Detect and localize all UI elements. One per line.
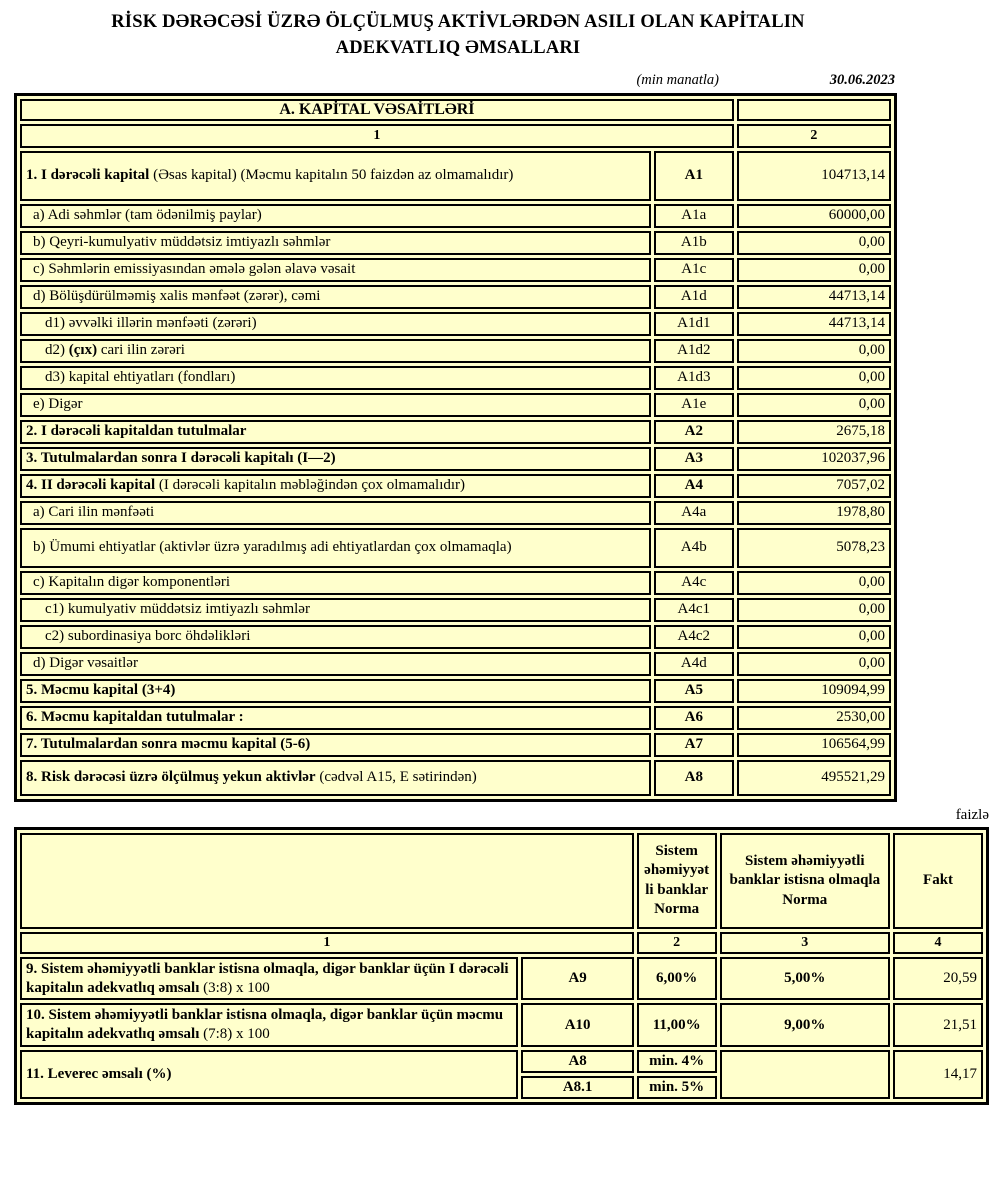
row-label [20, 204, 651, 228]
page-title [12, 10, 904, 62]
row-code: A4b [654, 528, 734, 568]
row-label [20, 393, 651, 417]
row-code: A4a [654, 501, 734, 525]
row-code: A6 [654, 706, 734, 730]
row-code: A1d3 [654, 366, 734, 390]
row-code: A4d [654, 652, 734, 676]
ratio-code: A10 [521, 1003, 633, 1047]
label-segment: c1) kumulyativ müddətsiz imtiyazlı səhmlər [45, 601, 310, 618]
row-code: A4c2 [654, 625, 734, 649]
label-segment: 4. II dərəcəli kapital [26, 477, 156, 494]
table-row [20, 420, 891, 444]
row-value: 0,00 [737, 231, 891, 255]
row-label [20, 598, 651, 622]
table-row [20, 447, 891, 471]
row-label [20, 231, 651, 255]
ratio-code: A9 [521, 957, 633, 1001]
row-label [20, 706, 651, 730]
row-value: 0,00 [737, 366, 891, 390]
row-code: A4 [654, 474, 734, 498]
row-label [20, 420, 651, 444]
row-label [20, 151, 651, 201]
unit-note: (min manatla) [636, 71, 719, 88]
norma-sistem-value: min. 5% [637, 1076, 717, 1099]
label-segment: 9. Sistem əhəmiyyətli banklar istisna olmaqla, digər banklar üçün I dərəcəli kapitalın adekvatlıq əmsalı [26, 960, 509, 996]
label-segment: c2) subordinasiya borc öhdəlikləri [45, 628, 251, 645]
row-value: 7057,02 [737, 474, 891, 498]
row-label [20, 312, 651, 336]
fakt-value: 21,51 [893, 1003, 983, 1047]
row-value: 44713,14 [737, 285, 891, 309]
row-label [20, 733, 651, 757]
table-row [20, 625, 891, 649]
label-segment: c) Səhmlərin emissiyasından əmələ gələn əlavə vəsait [33, 261, 356, 278]
row-value: 44713,14 [737, 312, 891, 336]
label-segment: (3:8) x 100 [203, 979, 270, 996]
ratio-label [20, 1003, 518, 1047]
table-row [20, 528, 891, 568]
row-label [20, 339, 651, 363]
table-row [20, 151, 891, 201]
label-segment: d1) əvvəlki illərin mənfəəti (zərəri) [45, 315, 257, 332]
row-value: 2530,00 [737, 706, 891, 730]
row-label [20, 258, 651, 282]
row-code: A4c1 [654, 598, 734, 622]
table-row [20, 474, 891, 498]
row-label [20, 447, 651, 471]
table-row [20, 733, 891, 757]
column-number: 2 [637, 932, 717, 954]
column-number: 2 [737, 124, 891, 148]
label-segment: b) Qeyri-kumulyativ müddətsiz imtiyazlı səhmlər [33, 234, 331, 251]
label-segment: (7:8) x 100 [203, 1026, 270, 1043]
table-row [20, 957, 983, 1001]
label-segment: e) Digər [33, 396, 83, 413]
row-code: A1b [654, 231, 734, 255]
label-segment: (cədvəl A15, E sətirindən) [315, 769, 477, 786]
fakt-value: 14,17 [893, 1050, 983, 1099]
row-code: A1c [654, 258, 734, 282]
label-segment: (I dərəcəli kapitalın məbləğindən çox olmamalıdır) [155, 477, 466, 494]
column-number: 3 [720, 932, 891, 954]
table-row [20, 366, 891, 390]
table-row [20, 285, 891, 309]
table-row [20, 598, 891, 622]
ratios-table [14, 827, 989, 1105]
row-value: 104713,14 [737, 151, 891, 201]
ratio-code: A8.1 [521, 1076, 633, 1099]
table-row [20, 501, 891, 525]
row-code: A2 [654, 420, 734, 444]
column-number: 1 [20, 124, 734, 148]
norma-istisna-header: Sistem əhəmiyyətli banklar istisna olmaqla Norma [720, 833, 891, 929]
label-segment: 3. Tutulmalardan sonra I dərəcəli kapitalı (I—2) [26, 450, 336, 467]
page-title-line2: ADEKVATLIQ ƏMSALLARI [335, 37, 581, 58]
table2-colnum-row [20, 932, 983, 954]
table-row [20, 679, 891, 703]
row-value: 0,00 [737, 258, 891, 282]
column-number: 1 [20, 932, 634, 954]
label-segment: 1. I dərəcəli kapital [26, 167, 150, 184]
row-value: 495521,29 [737, 760, 891, 796]
row-value: 60000,00 [737, 204, 891, 228]
row-value: 102037,96 [737, 447, 891, 471]
row-code: A4c [654, 571, 734, 595]
label-segment: 7. Tutulmalardan sonra məcmu kapital (5-6) [26, 736, 311, 753]
table2-header-row [20, 833, 983, 929]
row-value: 0,00 [737, 625, 891, 649]
label-segment: c) Kapitalın digər komponentləri [33, 574, 231, 591]
row-value: 0,00 [737, 598, 891, 622]
label-segment: 6. Məcmu kapitaldan tutulmalar : [26, 709, 244, 726]
page-title-line1: RİSK DƏRƏCƏSİ ÜZRƏ ÖLÇÜLMUŞ AKTİVLƏRDƏN ASILI OLAN KAPİTALIN [111, 12, 805, 32]
row-label [20, 652, 651, 676]
row-label [20, 571, 651, 595]
label-segment: 8. Risk dərəcəsi üzrə ölçülmuş yekun aktivlər [26, 769, 316, 786]
row-code: A7 [654, 733, 734, 757]
row-code: A1d1 [654, 312, 734, 336]
ratio-label [20, 957, 518, 1001]
label-segment: d3) kapital ehtiyatları (fondları) [45, 369, 236, 386]
label-segment: d) Digər vəsaitlər [33, 655, 138, 672]
row-value: 109094,99 [737, 679, 891, 703]
column-number: 4 [893, 932, 983, 954]
section-header: A. KAPİTAL VƏSAİTLƏRİ [20, 99, 734, 121]
norma-istisna-value: 9,00% [720, 1003, 891, 1047]
row-label [20, 474, 651, 498]
label-segment: cari ilin zərəri [97, 342, 185, 359]
norma-sistem-value: 11,00% [637, 1003, 717, 1047]
row-value: 2675,18 [737, 420, 891, 444]
table-row [20, 312, 891, 336]
row-value: 0,00 [737, 652, 891, 676]
table-row [20, 652, 891, 676]
row-value: 0,00 [737, 339, 891, 363]
row-code: A3 [654, 447, 734, 471]
row-value: 0,00 [737, 571, 891, 595]
row-value: 5078,23 [737, 528, 891, 568]
label-segment: d2) [45, 342, 69, 359]
row-label [20, 760, 651, 796]
ratio-code: A8 [521, 1050, 633, 1073]
table-row [20, 231, 891, 255]
table-row [20, 1050, 983, 1073]
norma-sistem-value: min. 4% [637, 1050, 717, 1073]
meta-row [0, 72, 897, 90]
table-row [20, 393, 891, 417]
label-segment: 2. I dərəcəli kapitaldan tutulmalar [26, 423, 247, 440]
table1-section-row [20, 99, 891, 121]
table1-colnum-row [20, 124, 891, 148]
section-header-empty-cell [737, 99, 891, 121]
row-value: 106564,99 [737, 733, 891, 757]
row-value: 1978,80 [737, 501, 891, 525]
row-code: A5 [654, 679, 734, 703]
label-segment: b) Ümumi ehtiyatlar (aktivlər üzrə yaradılmış adi ehtiyatlardan çox olmamaqla) [33, 539, 512, 556]
row-label [20, 366, 651, 390]
row-code: A1d2 [654, 339, 734, 363]
row-label [20, 285, 651, 309]
table-row [20, 571, 891, 595]
report-date: 30.06.2023 [829, 71, 895, 88]
percent-note: faizlə [955, 806, 989, 823]
label-segment: 5. Məcmu kapital (3+4) [26, 682, 176, 699]
row-label [20, 528, 651, 568]
row-value: 0,00 [737, 393, 891, 417]
row-code: A1 [654, 151, 734, 201]
norma-istisna-empty-cell [720, 1050, 891, 1099]
fakt-value: 20,59 [893, 957, 983, 1001]
row-code: A8 [654, 760, 734, 796]
norma-istisna-value: 5,00% [720, 957, 891, 1001]
row-label [20, 679, 651, 703]
label-segment: a) Cari ilin mənfəəti [33, 504, 155, 521]
label-segment: a) Adi səhmlər (tam ödənilmiş paylar) [33, 207, 262, 224]
label-segment: (çıx) [68, 342, 98, 359]
row-label [20, 625, 651, 649]
ratio-header-empty-cell [20, 833, 634, 929]
row-label [20, 501, 651, 525]
row-code: A1a [654, 204, 734, 228]
table-row [20, 1003, 983, 1047]
label-segment: (Əsas kapital) (Məcmu kapitalın 50 faizdən az olmamalıdır) [149, 167, 514, 184]
table-row [20, 258, 891, 282]
ratio-label: 11. Leverec əmsalı (%) [20, 1050, 518, 1099]
label-segment: d) Bölüşdürülməmiş xalis mənfəət (zərər), cəmi [33, 288, 321, 305]
row-code: A1d [654, 285, 734, 309]
table-row [20, 706, 891, 730]
row-code: A1e [654, 393, 734, 417]
capital-table [14, 93, 897, 802]
label-segment: 10. Sistem əhəmiyyətli banklar istisna olmaqla, digər banklar üçün məcmu kapitalın adekvatlıq əmsalı [26, 1007, 504, 1043]
table-row [20, 339, 891, 363]
fakt-header: Fakt [893, 833, 983, 929]
norma-sistem-value: 6,00% [637, 957, 717, 1001]
table-row [20, 760, 891, 796]
norma-sistem-header: Sistem əhəmiyyətli banklar Norma [637, 833, 717, 929]
table-row [20, 204, 891, 228]
